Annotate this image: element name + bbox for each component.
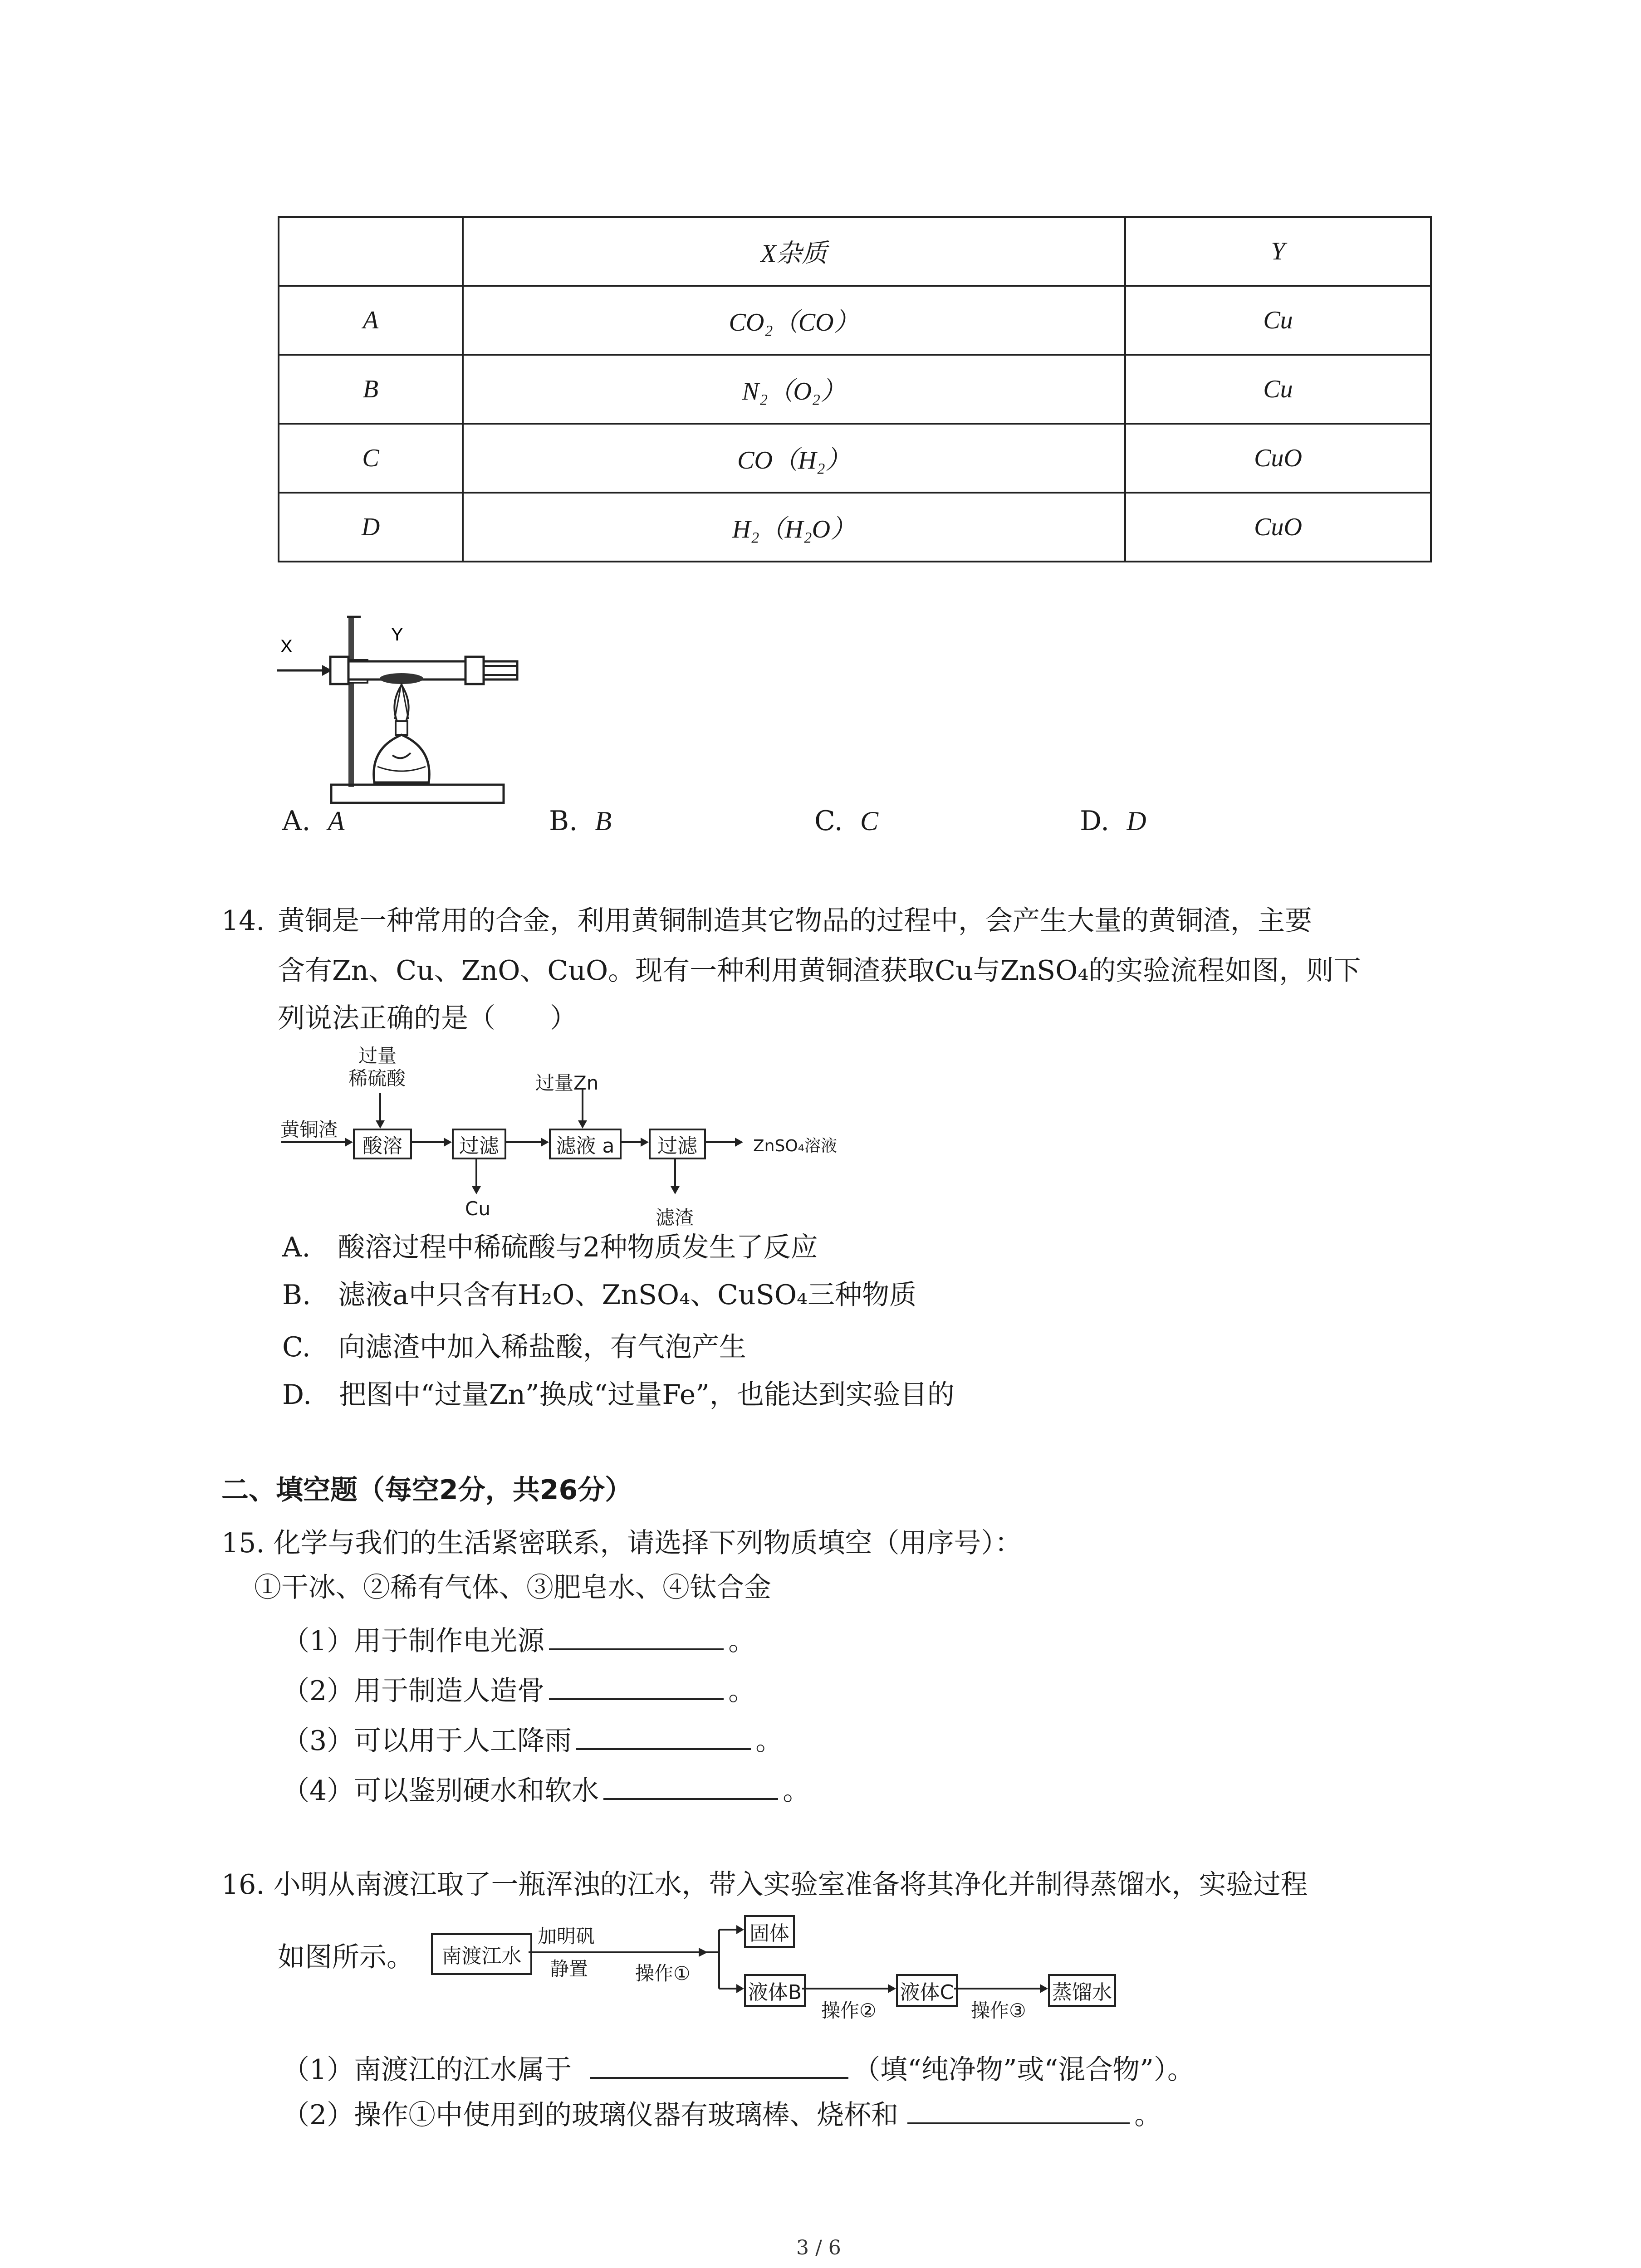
answer-blank[interactable] [576,1724,751,1750]
table-cell-x: N₂（O₂） [463,355,1125,424]
flame-icon [394,685,408,721]
answer-blank[interactable] [590,2053,848,2079]
apparatus-y-label: Y [391,625,403,645]
sample-icon [380,673,423,684]
arrow-right-icon [345,1138,353,1147]
flow-reagent-line1: 加明矾 [538,1925,595,1947]
table-header-cell: Y [1125,217,1431,286]
page-number: 3 / 6 [796,2236,841,2259]
flow-input-label: 黄铜渣 [280,1119,338,1141]
table-row [279,286,1431,355]
q14-option-a[interactable]: A. 酸溶过程中稀硫酸与2种物质发生了反应 [282,1232,818,1263]
arrow-right-icon [1040,1984,1048,1993]
q14-option-c[interactable]: C. 向滤渣中加入稀盐酸，有气泡产生 [282,1331,746,1363]
flow-output-residue: 滤渣 [656,1207,694,1229]
q14-stem-line-2: 含有Zn、Cu、ZnO、CuO。现有一种利用黄铜渣获取Cu与ZnSO₄的实验流程如图，则下 [278,955,1361,987]
table-row [279,355,1431,424]
q14-option-b[interactable]: B. 滤液a中只含有H₂O、ZnSO₄、CuSO₄三种物质 [282,1279,917,1311]
apparatus-x-label: X [280,636,293,656]
arrow-right-icon [736,1984,744,1993]
q15-stem: 15. 化学与我们的生活紧密联系，请选择下列物质填空（用序号）： [221,1527,1022,1559]
section-2-title: 二、填空题（每空2分，共26分） [221,1474,632,1506]
table-cell-label: A [279,286,463,355]
answer-blank[interactable] [603,1774,778,1800]
flow-op3: 操作③ [971,1999,1026,2022]
table-cell-y: CuO [1125,493,1431,562]
q15-item-3: （3）可以用于人工降雨 。 [282,1724,783,1755]
arrow-down-icon [472,1186,481,1194]
q13-option-a[interactable]: A. A [282,805,345,837]
arrow-right-icon [735,1138,743,1147]
q14-option-d[interactable]: D. 把图中“过量Zn”换成“过量Fe”，也能达到实验目的 [282,1379,955,1411]
table-cell-label: C [279,424,463,493]
q16-stem-line-1: 16. 小明从南渡江取了一瓶浑浊的江水，带入实验室准备将其净化并制得蒸馏水，实验过程 [221,1869,1308,1901]
options-table [278,216,1432,562]
flow-reagent2: 过量Zn [535,1072,599,1094]
flow-liquid-c: 液体C [896,1974,958,2007]
table-row [279,424,1431,493]
arrow-right-icon [736,1925,744,1934]
q16-stem-line-2: 如图所示。 [278,1941,414,1973]
table-cell-y: Cu [1125,355,1431,424]
q15-item-1: （1）用于制作电光源 。 [282,1624,755,1655]
table-cell-x: CO₂（CO） [463,286,1125,355]
table-cell-label: D [279,493,463,562]
arrow-down-icon [376,1120,385,1129]
q14-number: 14. [221,905,265,937]
q13-option-c[interactable]: C. C [814,805,879,837]
arrow-right-icon [699,1948,708,1957]
q13-option-d[interactable]: D. D [1080,805,1146,837]
q14-stem-line-3: 列说法正确的是（ ） [278,1002,577,1034]
flow-output-cu: Cu [465,1198,490,1220]
flow-step-filter-1: 过滤 [452,1129,506,1159]
flow-distilled-water: 蒸馏水 [1048,1974,1116,2007]
table-cell-x: CO（H₂） [463,424,1125,493]
table-header-cell: X杂质 [463,217,1125,286]
flow-source-river-water: 南渡江水 [431,1933,532,1975]
q16-item-1: （1）南渡江的江水属于 （填“纯净物”或“混合物”）。 [282,2053,1195,2083]
table-cell-y: CuO [1125,424,1431,493]
apparatus-illustration [272,599,526,807]
table-header-row [279,217,1431,286]
arrow-down-icon [671,1186,680,1194]
arrow-right-icon [444,1138,452,1147]
table-cell-label: B [279,355,463,424]
flow-step-filter-2: 过滤 [649,1129,706,1159]
flow-op2: 操作② [821,1999,877,2022]
table-cell-y: Cu [1125,286,1431,355]
answer-blank[interactable] [549,1624,724,1650]
q15-item-4: （4）可以鉴别硬水和软水 。 [282,1774,810,1804]
q13-option-b[interactable]: B. B [549,805,612,837]
flow-final-product: ZnSO₄溶液 [753,1137,838,1155]
arrow-right-icon [641,1138,649,1147]
flow-step-filtrate-a: 滤液 a [549,1129,622,1159]
flow-liquid-b: 液体B [744,1974,806,2007]
flow-reagent1-line1: 过量 [358,1045,397,1067]
arrow-down-icon [578,1120,587,1129]
arrow-right-icon [888,1984,896,1993]
q14-stem-line-1: 黄铜是一种常用的合金，利用黄铜制造其它物品的过程中，会产生大量的黄铜渣，主要 [278,905,1312,937]
table-row [279,493,1431,562]
q15-substances: ①干冰、②稀有气体、③肥皂水、④钛合金 [254,1572,771,1603]
q15-item-2: （2）用于制造人造骨 。 [282,1674,755,1705]
q16-item-2: （2）操作①中使用到的玻璃仪器有玻璃棒、烧杯和 。 [282,2098,1161,2129]
flow-op1: 操作① [635,1962,691,1984]
flow-reagent1-line2: 稀硫酸 [348,1067,406,1090]
table-cell-x: H₂（H₂O） [463,493,1125,562]
flow-step-acid-dissolve: 酸溶 [353,1129,412,1159]
arrow-right-icon [541,1138,549,1147]
answer-blank[interactable] [549,1674,724,1700]
answer-blank[interactable] [907,2098,1130,2124]
flow-reagent-line2: 静置 [550,1958,588,1980]
flow-solid: 固体 [744,1915,795,1948]
table-header-cell [279,217,463,286]
